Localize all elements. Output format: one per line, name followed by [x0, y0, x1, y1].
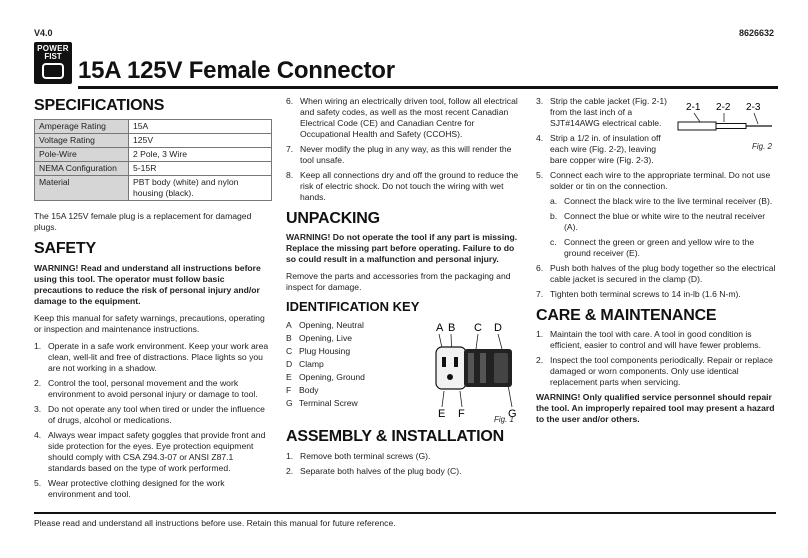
safety-intro: Keep this manual for safety warnings, precautions, operating or inspection and maintenance instructions. [34, 312, 265, 334]
fist-icon [42, 63, 64, 79]
label-2-1: 2-1 [686, 102, 701, 113]
list-item: 7. Tighten both terminal screws to 14 in-lb (1.6 N-m). [536, 289, 741, 299]
footer-divider [34, 512, 776, 514]
label-2-2: 2-2 [716, 102, 731, 113]
logo-line1: POWER [37, 44, 69, 53]
care-warning: WARNING! Only qualified service personnel should repair the tool. An improperly repaired tool may present a hazard to the user and/or others. [536, 392, 775, 425]
list-item: 6. Push both halves of the plug body together so the electrical cable jacket is secured in the clamp (D). [536, 263, 776, 284]
title-divider [78, 86, 778, 89]
table-row: NEMA Configuration 5-15R [35, 162, 272, 176]
list-item: 2. Inspect the tool components periodically. Repair or replace damaged or worn components. Only use identical replacement parts when servicing. [536, 355, 773, 388]
assembly-list [286, 451, 520, 477]
specifications-table [34, 119, 272, 201]
list-item: 4. Always wear impact safety goggles that provide front and side protection for the eyes. Eye protection equipment should comply with CSA Z94.3-07 or ANSI Z87.1 standards based on the type of work performed. [34, 429, 266, 473]
cable-strip-figure [674, 96, 776, 148]
column-1 [34, 96, 272, 504]
list-item: c. Connect the green or green and yellow wire to the ground receiver (E). [550, 237, 755, 258]
list-item: 2. Control the tool, personal movement and the work environment to avoid personal injury or damage to tool. [34, 377, 258, 399]
label-2-3: 2-3 [746, 102, 761, 113]
callout-c: C [474, 322, 482, 335]
assembly-heading: ASSEMBLY & INSTALLATION [286, 428, 504, 446]
callout-d: D [494, 322, 502, 335]
brand-logo [34, 42, 72, 84]
part-number: 8626632 [738, 28, 774, 38]
table-row: Amperage Rating 15A [35, 120, 272, 134]
list-item: 3. Strip the cable jacket (Fig. 2-1) from the last inch of a SJT#14AWG electrical cable. [536, 96, 668, 128]
list-item: 1. Remove both terminal screws (G). [286, 450, 431, 461]
identification-heading: IDENTIFICATION KEY [286, 299, 420, 315]
list-item: 1. Operate in a safe work environment. Keep your work area clean, well-lit and free of distractions. Place lights so you are not working in a shadow. [34, 340, 269, 373]
list-item: A Opening, Neutral [286, 320, 364, 331]
care-heading: CARE & MAINTENANCE [536, 307, 717, 324]
assembly-sublist [536, 196, 776, 259]
list-item: 5. Wear protective clothing designed for the work environment and tool. [34, 477, 225, 499]
version-label: V4.0 [34, 28, 53, 38]
unpacking-heading: UNPACKING [286, 210, 380, 227]
list-item: C Plug Housing [286, 346, 351, 357]
list-item: D Clamp [286, 359, 324, 370]
figure-2-caption: Fig. 2 [752, 142, 773, 151]
list-item: 5. Connect each wire to the appropriate terminal. Do not use solder or tin on the connection. [536, 170, 771, 191]
care-list [536, 329, 776, 388]
assembly-steps-wrap [536, 96, 776, 166]
connector-figure [432, 319, 522, 423]
table-row: Voltage Rating 125V [35, 134, 272, 148]
table-row: Material PBT body (white) and nylon housing (black). [35, 176, 272, 201]
assembly-list-final [536, 263, 776, 300]
figure-1-caption: Fig. 1 [494, 415, 515, 425]
assembly-list-step5 [536, 170, 776, 192]
product-description: The 15A 125V female plug is a replacement for damaged plugs. [34, 211, 252, 233]
column-3 [536, 96, 776, 431]
callout-g: G [508, 408, 517, 421]
list-item: 2. Separate both halves of the plug body (C). [286, 465, 462, 476]
list-item: 4. Strip a 1/2 in. of insulation off each wire (Fig. 2-2), leaving bare copper wire (Fig. 2-3). [536, 133, 661, 165]
list-item: E Opening, Ground [286, 372, 365, 383]
page-title: 15A 125V Female Connector [78, 57, 395, 84]
identification-key [286, 319, 520, 423]
table-row: Pole-Wire 2 Pole, 3 Wire [35, 148, 272, 162]
list-item: a. Connect the black wire to the live terminal receiver (B). [550, 196, 773, 206]
safety-heading: SAFETY [34, 240, 96, 258]
safety-list [34, 341, 272, 500]
safety-list-continued [286, 96, 520, 203]
list-item: 8. Keep all connections dry and off the ground to reduce the risk of electric shock. Do not touch the wiring with wet hands. [286, 170, 519, 202]
logo-line2: FIST [44, 52, 62, 61]
callout-e: E [438, 408, 446, 421]
safety-warning: WARNING! Read and understand all instructions before using this tool. The operator must follow basic precautions to reduce the risk of personal injury and/or damage to the equipment. [34, 262, 261, 306]
list-item: b. Connect the blue or white wire to the neutral receiver (A). [550, 211, 766, 232]
list-item: 7. Never modify the plug in any way, as this will render the tool unsafe. [286, 144, 512, 165]
list-item: 1. Maintain the tool with care. A tool in good condition is efficient, easier to control and will have fewer problems. [536, 329, 761, 351]
list-item: F Body [286, 385, 319, 396]
specifications-heading: SPECIFICATIONS [34, 97, 165, 114]
list-item: 3. Do not operate any tool when tired or under the influence of drugs, alcohol or medications. [34, 403, 265, 425]
callout-f: F [458, 408, 465, 421]
callout-b: B [448, 322, 456, 335]
list-item: B Opening, Live [286, 333, 353, 344]
list-item: 6. When wiring an electrically driven tool, follow all electrical and safety codes, as well as the most recent Canadian Electrical Code (CE) and Canadian Centre for Occupational Health and Safety (CCOHS). [286, 96, 518, 139]
assembly-list-continued [536, 96, 674, 166]
unpacking-warning: WARNING! Do not operate the tool if any part is missing. Replace the missing part before operating. Failure to do so could result in a malfunction and personal injury. [286, 232, 518, 265]
callout-a: A [436, 322, 444, 335]
column-2 [286, 96, 520, 481]
footer-note: Please read and understand all instructions before use. Retain this manual for future reference. [34, 518, 396, 528]
list-item: G Terminal Screw [286, 398, 358, 409]
unpacking-text: Remove the parts and accessories from the packaging and inspect for damage. [286, 271, 511, 293]
